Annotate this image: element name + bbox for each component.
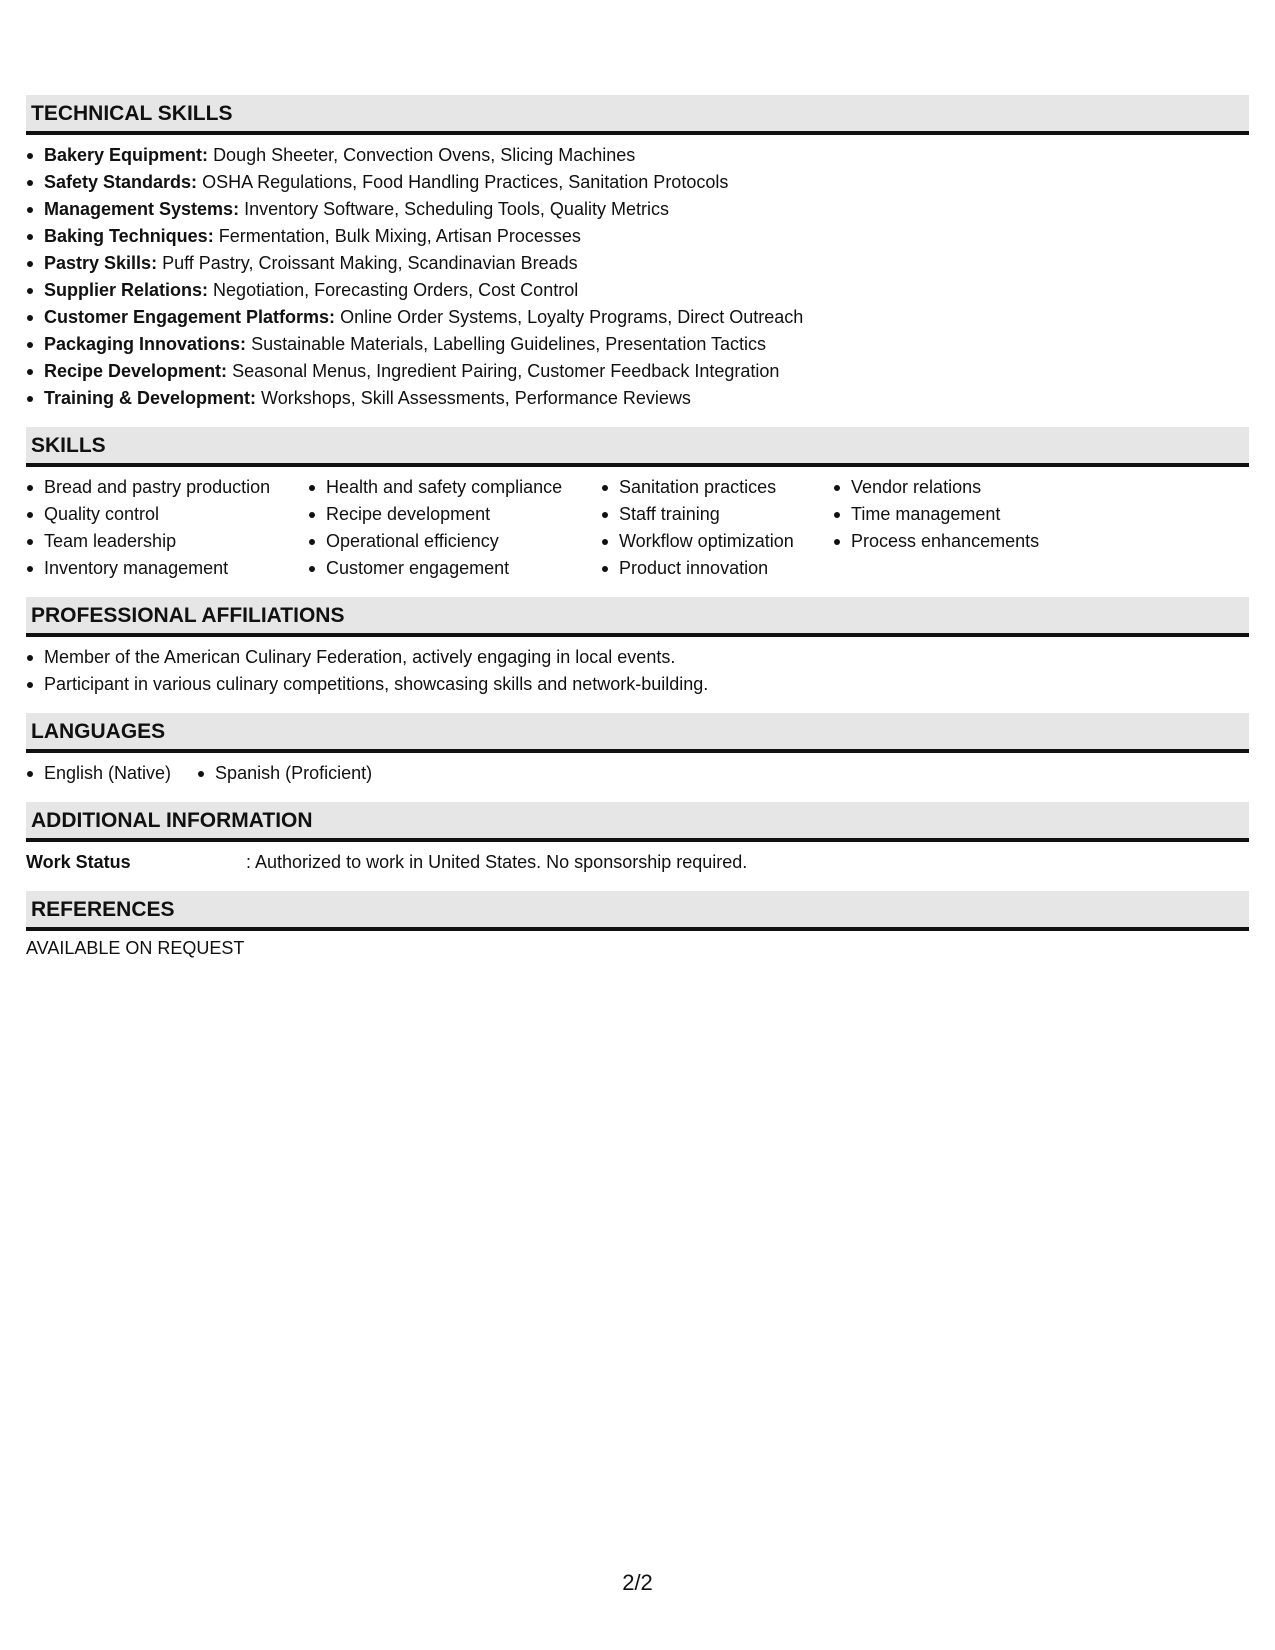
skill-label: Pastry Skills:	[44, 253, 158, 273]
skill-text: Workshops, Skill Assessments, Performance Reviews	[261, 388, 691, 408]
skills-grid	[26, 467, 1249, 582]
additional-info-section	[26, 802, 1249, 876]
skill-text: Puff Pastry, Croissant Making, Scandinavian Breads	[162, 253, 578, 273]
skill-label: Bakery Equipment:	[44, 145, 209, 165]
skills-section	[26, 427, 1249, 582]
skill-text: Inventory Software, Scheduling Tools, Quality Metrics	[244, 199, 669, 219]
list-item	[26, 358, 1249, 385]
skill-label: Packaging Innovations:	[44, 334, 247, 354]
list-item	[26, 169, 1249, 196]
list-item: Inventory management	[26, 555, 308, 582]
skill-label: Baking Techniques:	[44, 226, 214, 246]
skill-text: Fermentation, Bulk Mixing, Artisan Processes	[218, 226, 581, 246]
list-item: Product innovation	[601, 555, 833, 582]
section-title: ADDITIONAL INFORMATION	[26, 802, 1249, 842]
section-title: SKILLS	[26, 427, 1249, 467]
skills-column	[601, 474, 833, 582]
list-item: Process enhancements	[833, 528, 1093, 555]
section-title: TECHNICAL SKILLS	[26, 95, 1249, 135]
info-row	[26, 849, 1249, 876]
technical-skills-section	[26, 95, 1249, 412]
list-item: Spanish (Proficient)	[197, 760, 372, 787]
list-item	[26, 331, 1249, 358]
list-item: English (Native)	[26, 760, 171, 787]
skill-label: Supplier Relations:	[44, 280, 209, 300]
list-item	[26, 277, 1249, 304]
skill-label: Training & Development:	[44, 388, 257, 408]
skills-column	[833, 474, 1093, 582]
list-item	[26, 223, 1249, 250]
skill-text: Dough Sheeter, Convection Ovens, Slicing Machines	[213, 145, 636, 165]
skill-label: Safety Standards:	[44, 172, 198, 192]
list-item	[26, 385, 1249, 412]
skill-label: Management Systems:	[44, 199, 240, 219]
list-item: Workflow optimization	[601, 528, 833, 555]
list-item: Health and safety compliance	[308, 474, 601, 501]
skill-text: OSHA Regulations, Food Handling Practices, Sanitation Protocols	[202, 172, 729, 192]
skill-label: Customer Engagement Platforms:	[44, 307, 336, 327]
list-item: Operational efficiency	[308, 528, 601, 555]
list-item: Quality control	[26, 501, 308, 528]
section-title: PROFESSIONAL AFFILIATIONS	[26, 597, 1249, 637]
list-item: Sanitation practices	[601, 474, 833, 501]
affiliations-list	[26, 644, 1249, 698]
skill-text: Online Order Systems, Loyalty Programs, Direct Outreach	[340, 307, 804, 327]
section-title: LANGUAGES	[26, 713, 1249, 753]
list-item	[26, 250, 1249, 277]
references-section	[26, 891, 1249, 962]
list-item: Member of the American Culinary Federation, actively engaging in local events.	[26, 644, 1249, 671]
list-item	[26, 196, 1249, 223]
skill-text: Negotiation, Forecasting Orders, Cost Control	[213, 280, 579, 300]
skills-column	[26, 474, 308, 582]
list-item	[26, 304, 1249, 331]
list-item	[26, 142, 1249, 169]
page-number: 2/2	[622, 1570, 653, 1595]
skill-label: Recipe Development:	[44, 361, 228, 381]
skills-column	[308, 474, 601, 582]
references-text: AVAILABLE ON REQUEST	[26, 938, 245, 958]
technical-skills-list	[26, 142, 1249, 412]
list-item: Bread and pastry production	[26, 474, 308, 501]
list-item: Customer engagement	[308, 555, 601, 582]
section-title: REFERENCES	[26, 891, 1249, 931]
info-key: Work Status	[26, 852, 131, 872]
list-item: Team leadership	[26, 528, 308, 555]
languages-list	[26, 760, 1249, 787]
resume-page	[26, 95, 1249, 977]
list-item: Staff training	[601, 501, 833, 528]
skill-text: Sustainable Materials, Labelling Guidelines, Presentation Tactics	[251, 334, 767, 354]
list-item: Vendor relations	[833, 474, 1093, 501]
info-value: : Authorized to work in United States. No sponsorship required.	[246, 852, 748, 872]
languages-section	[26, 713, 1249, 787]
list-item: Participant in various culinary competitions, showcasing skills and network-building.	[26, 671, 1249, 698]
list-item: Time management	[833, 501, 1093, 528]
affiliations-section	[26, 597, 1249, 698]
skill-text: Seasonal Menus, Ingredient Pairing, Customer Feedback Integration	[232, 361, 780, 381]
list-item: Recipe development	[308, 501, 601, 528]
